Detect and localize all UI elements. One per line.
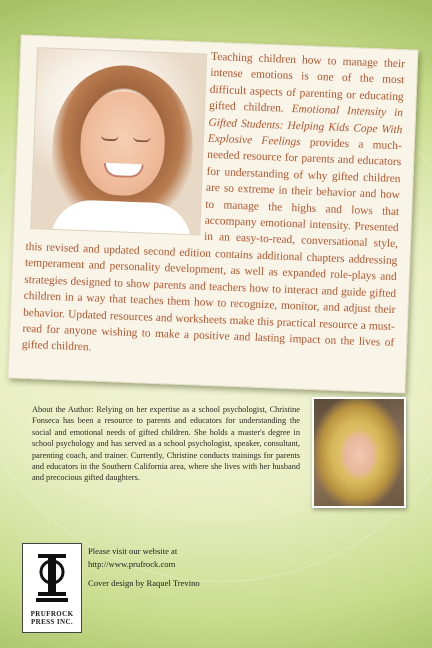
logo-text-line2: PRESS INC. xyxy=(30,618,74,626)
author-photo xyxy=(312,397,406,508)
publisher-logo xyxy=(22,543,82,633)
website-url[interactable]: http://www.prufrock.com xyxy=(88,559,176,569)
book-title: Emotional Intensity in Gifted Students: Helping Kids Cope With Explosive Feelings xyxy=(207,103,404,149)
book-description xyxy=(22,42,406,368)
author-bio: About the Author: Relying on her expertise as a school psychologist, Christine Fonseca has been a resource to parents and educators for understanding the social and emotional needs of gifted children. She holds a master's degree in school psychology and has served as a school psychologist, speaker, consultant, parenting coach, and trainer. Currently, Christine conducts trainings for parents and educators in the Southern California area, where she lives with her husband and precocious gifted daughters. xyxy=(32,405,300,483)
blurb-card xyxy=(8,34,419,393)
about-author-section xyxy=(32,404,404,524)
visit-website-text: Please visit our website at xyxy=(88,546,178,556)
cover-design-credit: Cover design by Raquel Trevino xyxy=(88,578,200,588)
logo-wordmark xyxy=(23,610,81,626)
logo-text-line1: PRUFROCK xyxy=(30,610,74,618)
description-body: provides a much-needed resource for parents and educators for understanding of why gifted children are so extreme in their behavior and how to manage the highs and lows that accompany emotional intensity. Presented in an easy-to-read, conversational style, this revised and updated second edition contains additional chapters addressing temperament and personality development, as well as expanded role-plays and strategies designed to show parents and teachers how to interact and guide gifted children in a way that teaches them how to recognize, monitor, and adjust their behavior. Updated resources and worksheets make this practical resource a must-read for anyone wishing to make a positive and lasting impact on the lives of gifted children. xyxy=(21,136,402,354)
publisher-text xyxy=(88,545,328,590)
publisher-info xyxy=(0,535,432,648)
prufrock-logo-icon xyxy=(30,550,74,606)
description-intro: Teaching children how to manage their intense emotions is one of the most difficult aspects of parenting or educating gifted children. xyxy=(208,50,406,115)
